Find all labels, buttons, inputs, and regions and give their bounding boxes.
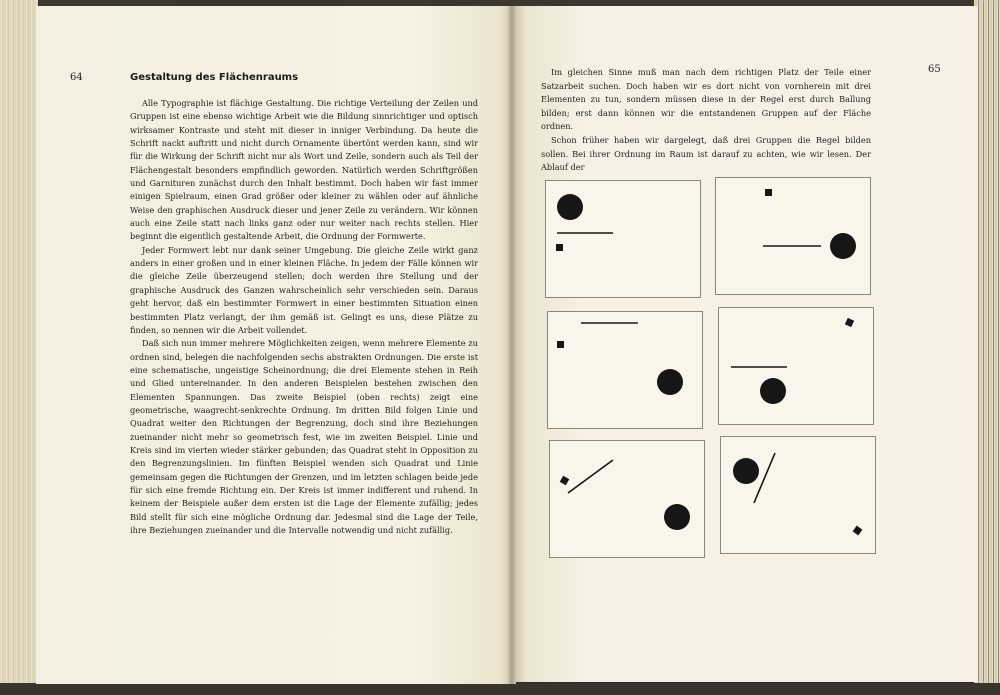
paragraph: Schon früher haben wir dargelegt, daß drei Gruppen die Regel bilden sollen. Bei ihrer Ordnung im Raum ist darauf zu achten, wie wir lesen. Der Ablauf der — [541, 134, 871, 173]
circle-element — [733, 458, 759, 484]
paragraph: Daß sich nun immer mehrere Möglichkeiten zeigen, wenn mehrere Elemente zu ordnen sind, belegen die nachfolgenden sechs abstrakten Ordnungen. Die erste ist eine schematische, ungeistige Scheinordnung; die drei Elemente stehen in Reih und Glied untereinander. In den anderen Beispielen bestehen zwischen den Elementen Spannungen. Das zweite Beispiel (oben rechts) zeigt eine geometrische, waagrecht-senkrechte Ordnung. Im dritten Bild folgen Linie und Quadrat weiter den Richtungen der Begrenzung, doch sind ihre Beziehungen zueinander nicht mehr so geometrisch fest, wie im zweiten Beispiel. Linie und Kreis sind im vierten wieder stärker gebunden; das Quadrat steht in Opposition zu den Begrenzungslinien. Im fünften Beispiel wenden sich Quadrat und Linie gemeinsam gegen die Richtungen der Grenzen, und im letzten schlagen beide jede für sich eine fremde Richtung ein. Der Kreis ist immer indifferent und ruhend. In keinem der Beispiele außer dem ersten ist die Lage der Elemente zufällig; jedes Bild stellt für sich eine mögliche Ordnung dar. Jedesmal sind die Lage der Teile, ihre Beziehungen zueinander und die Intervalle notwendig und nicht zufällig. — [130, 338, 478, 535]
square-element — [557, 341, 564, 348]
line-element — [754, 453, 775, 503]
figure-3 — [547, 311, 703, 429]
paragraph: Im gleichen Sinne muß man nach dem richtigen Platz der Teile einer Satzarbeit suchen. Doch haben wir es dort nicht von vornherein mit drei Elementen zu tun, sondern müssen diese in der Regel erst durch Ballung bilden; erst dann können wir die entstandenen Gruppen auf der Fläche ordnen. — [541, 67, 871, 132]
paragraph: Jeder Formwert lebt nur dank seiner Umgebung. Die gleiche Zeile wirkt ganz anders in einer großen und in einer kleinen Fläche. In jedem der Fälle können wir die gleiche Zeile überzeugend stellen; doch werden ihre Stellung und der graphische Ausdruck des Ganzen wahrscheinlich sehr verschieden sein. Daraus geht hervor, daß ein bestimmter Formwert in einer bestimmten Situation einen bestimmten Platz verlangt, der ihm gemäß ist. Gelingt es uns, diese Plätze zu finden, so nennen wir die Arbeit vollendet. — [130, 244, 478, 335]
circle-element — [830, 233, 856, 259]
bottom-edge — [0, 683, 1000, 695]
square-element — [560, 476, 570, 486]
circle-element — [657, 369, 683, 395]
figure-4 — [718, 307, 874, 425]
figure-2 — [715, 177, 871, 295]
right-page-number: 65 — [928, 64, 941, 75]
square-element — [853, 526, 863, 536]
circle-element — [557, 194, 583, 220]
square-element — [845, 318, 854, 327]
right-body-text — [541, 66, 871, 175]
line-element — [568, 460, 613, 493]
circle-element — [664, 504, 690, 530]
figure-1 — [545, 180, 701, 298]
figure-6 — [720, 436, 876, 554]
figure-5 — [549, 440, 705, 558]
book-gutter — [508, 6, 516, 684]
square-element — [556, 244, 563, 251]
page-title: Gestaltung des Flächenraums — [130, 72, 299, 83]
left-page-number: 64 — [70, 72, 83, 83]
paragraph: Alle Typographie ist flächige Gestaltung. Die richtige Verteilung der Zeilen und Gruppen ist eine ebenso wichtige Arbeit wie die Bildung sinnrichtiger und optisch wirksamer Kontraste und steht mit dieser in inniger Verbindung. Da heute die Schrift nackt auftritt und nicht durch Ornamente übertönt werden kann, sind wir für die Wirkung der Schrift nicht nur als Wort und Zeile, sondern auch als Teil der Flächengestalt besonders empfindlich geworden. Natürlich werden Schriftgrößen und Garnituren zunächst durch den Inhalt bestimmt. Doch haben wir fast immer einigen Spielraum, einen Grad größer oder kleiner zu wählen oder auf ähnliche Weise den graphischen Ausdruck dieser und jener Zeile zu verändern. Wir können auch eine Zeile statt nach links ganz oder nur weiter nach rechts stellen. Hier beginnt die eigentlich gestaltende Arbeit, die Ordnung der Formwerte. — [130, 98, 478, 242]
left-body-text — [130, 97, 478, 537]
left-page-edges — [0, 0, 38, 695]
square-element — [765, 189, 772, 196]
circle-element — [760, 378, 786, 404]
